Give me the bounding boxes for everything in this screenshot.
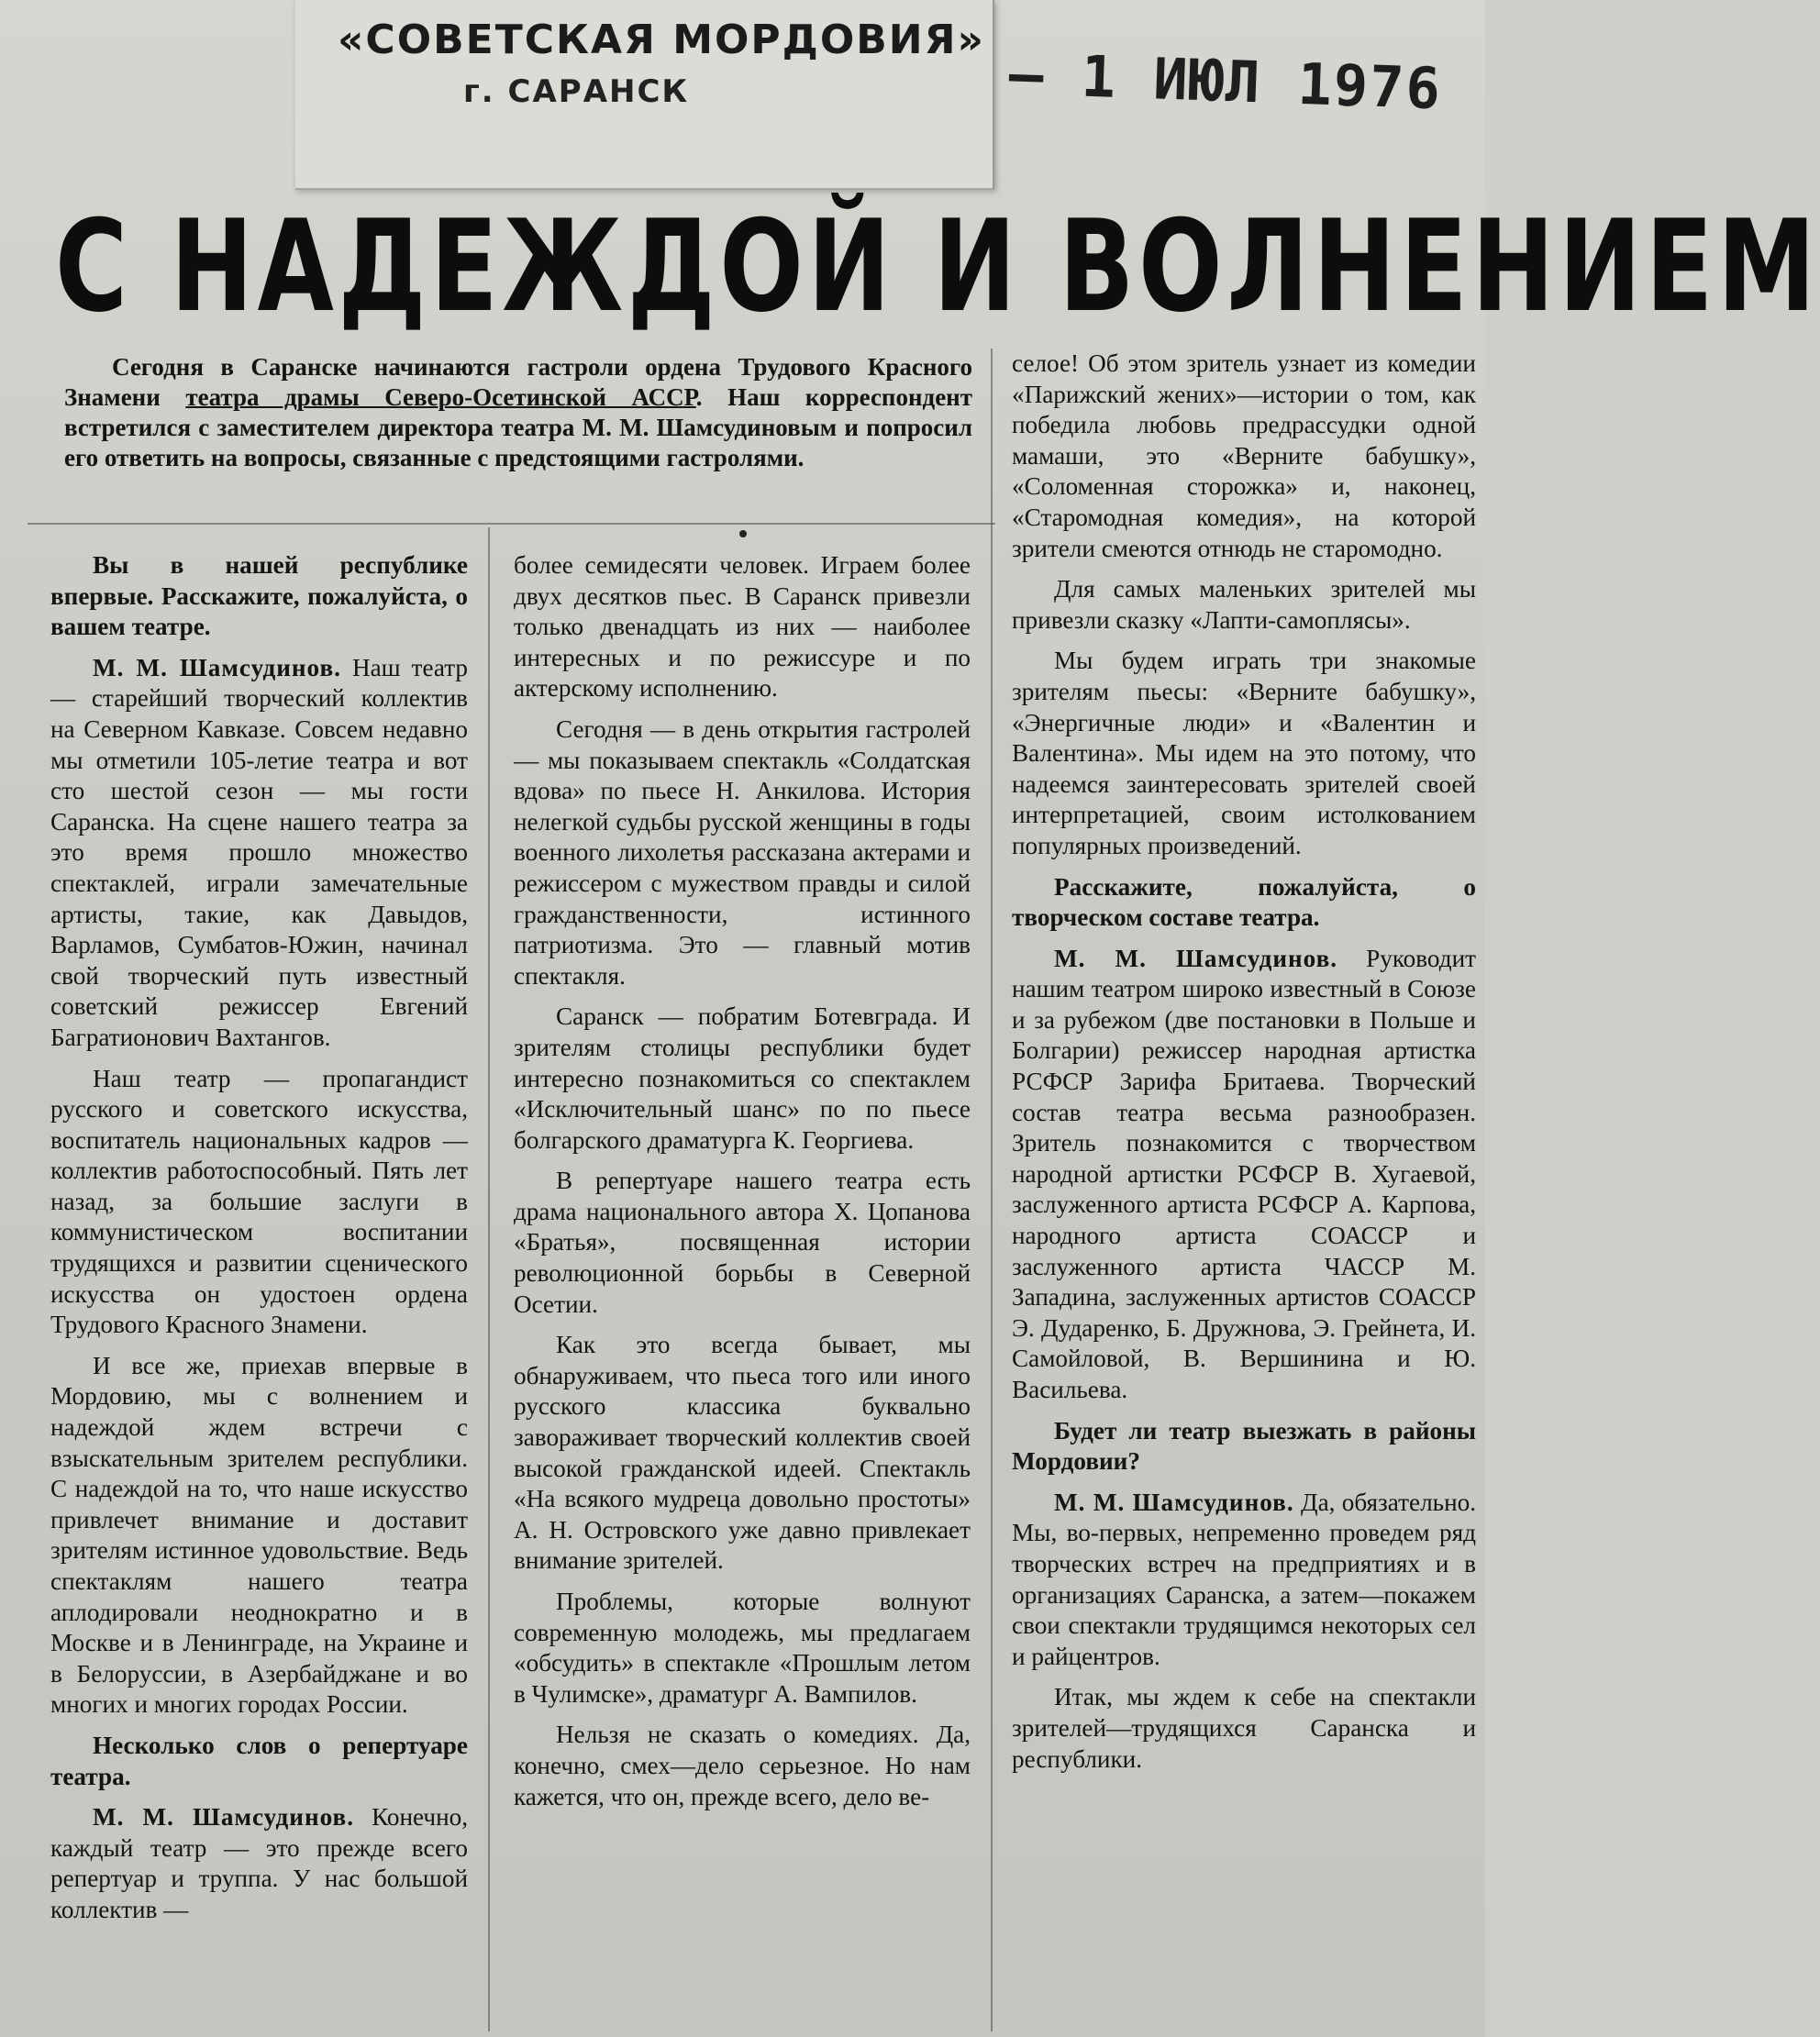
speaker-name: М. М. Шамсудинов.	[1054, 1488, 1294, 1516]
paragraph: Мы будем играть три знакомые зрителям пьесы: «Верните бабушку», «Энергичные люди» и «Валентин и Валентина». Мы идем на это потому, что надеемся заинтересовать зрителей своей интерпретацией, своим истолкованием популярных произведений.	[1012, 647, 1476, 859]
question: Будет ли театр выезжать в районы Мордовии?	[1012, 1416, 1476, 1476]
column-rule-1	[488, 527, 490, 2031]
question: Несколько слов о репертуаре театра.	[50, 1731, 468, 1790]
answer	[50, 653, 468, 1054]
column-3	[1012, 349, 1476, 1785]
article-headline: С НАДЕЖДОЙ И ВОЛНЕНИЕМ	[55, 193, 1820, 340]
speaker-name: М. М. Шамсудинов.	[1054, 944, 1338, 972]
paragraph: Саранск — побратим Ботевграда. И зрителям столицы республики будет интересно познакомиться со спектаклем «Исключительный шанс» по по пьесе болгарского драматурга К. Георгиева.	[514, 1002, 971, 1154]
question: Вы в нашей республике впервые. Расскажите, пожалуйста, о вашем театре.	[50, 551, 468, 641]
paragraph: Нельзя не сказать о комедиях. Да, конечно, смех—дело серьезное. Но нам кажется, что он, прежде всего, дело ве-	[514, 1721, 971, 1810]
paragraph: Как это всегда бывает, мы обнаруживаем, что пьеса того или иного русского классика буквально завораживает творческий коллектив своей высокой гражданской идеей. Спектакль «На всякого мудреца довольно простоты» А. Н. Островского уже давно привлекает внимание зрителей.	[514, 1331, 971, 1575]
answer	[1012, 944, 1476, 1406]
lead-part-2: . Наш корреспондент встретился с заместителем директора театра М. М. Шамсудиновым и попросил его ответить на вопросы, связанные с предстоящими гастролями.	[64, 383, 973, 471]
answer-text: Наш театр — старейший творческий коллектив на Северном Кавказе. Совсем недавно мы отметили 105-летие театра и вот сто шестой сезон — мы гости Саранска. На сцене нашего театра за это время прошло множество спектаклей, играли замечательные артисты, такие, как Давыдов, Варламов, Сумбатов-Южин, начинал свой творческий путь известный советский режиссер Евгений Багратионович Вахтангов.	[50, 653, 469, 1051]
newspaper-city: г. САРАНСК	[463, 73, 690, 110]
answer	[50, 1802, 468, 1925]
section-divider	[28, 523, 995, 525]
speaker-name: М. М. Шамсудинов.	[93, 1803, 355, 1832]
question: Расскажите, пожалуйста, о творческом составе театра.	[1012, 872, 1476, 932]
lead-part-1: Сегодня в Саранске начинаются гастроли ордена Трудового Красного Знамени	[64, 353, 972, 411]
column-rule-2	[991, 349, 993, 2031]
paragraph: селое! Об этом зритель узнает из комедии «Парижский жених»—истории о том, как победила любовь предрассудки одной мамаши, это «Верните бабушку», «Соломенная сторожка» и, наконец, «Старомодная комедия», на которой зрители смеются отнюдь не старомодно.	[1012, 349, 1476, 562]
paragraph: Наш театр — пропагандист русского и советского искусства, воспитатель национальных кадров — коллектив работоспособный. Пять лет назад, за большие заслуги в коммунистическом воспитании трудящихся и развитии сценического искусства он удостоен ордена Трудового Красного Знамени.	[50, 1064, 468, 1339]
column-2	[514, 550, 971, 1822]
lead-underlined: театра драмы Северо-Осетинской АССР	[185, 383, 696, 411]
speaker-name: М. М. Шамсудинов.	[93, 653, 341, 681]
answer-text: Конечно, каждый театр — это прежде всего репертуар и труппа. У нас большой коллектив —	[50, 1803, 469, 1923]
answer-text: Руководит нашим театром широко известный в Союзе и за рубежом (две постановки в Польше и Болгарии) режиссер народная артистка РСФСР Зарифа Бритаева. Творческий состав театра весьма разнообразен. Зритель познакомится с творчеством народной артистки РСФСР В. Хугаевой, заслуженного артиста РСФСР А. Карпова, народного артиста СОАССР и заслуженного артиста ЧАССР М. Западина, заслуженных артистов СОАССР Э. Дударенко, Б. Дружнова, Э. Грейнета, И. Самойловой, В. Вершинина и Ю. Васильева.	[1012, 944, 1477, 1403]
article-lead	[64, 352, 972, 473]
date-stamp: – 1 ИЮЛ 1976	[1007, 39, 1444, 123]
ornament-dot	[739, 530, 747, 537]
newspaper-name: «СОВЕТСКАЯ МОРДОВИЯ»	[338, 17, 985, 63]
paragraph: И все же, приехав впервые в Мордовию, мы с волнением и надеждой ждем встречи с взыскательным зрителем республики. С надеждой на то, что наше искусство привлечет внимание и доставит зрителям истинное удовольствие. Ведь спектаклям нашего театра аплодировали неоднократно и в Москве и в Ленинграде, на Украине и в Белоруссии, в Азербайджане и во многих и многих городах России.	[50, 1351, 468, 1719]
paragraph: В репертуаре нашего театра есть драма национального автора Х. Цопанова «Братья», посвященная истории революционной борьбы в Северной Осетии.	[514, 1167, 971, 1318]
paragraph: Сегодня — в день открытия гастролей — мы показываем спектакль «Солдатская вдова» по пьесе Н. Анкилова. История нелегкой судьбы русской женщины в годы военного лихолетья рассказана актерами и режиссером с мужеством правды и силой гражданственности, истинного патриотизма. Это — главный мотив спектакля.	[514, 714, 971, 990]
column-1	[50, 550, 468, 1936]
paragraph: Проблемы, которые волнуют современную молодежь, мы предлагаем «обсудить» в спектакле «Прошлым летом в Чулимске», драматург А. Вампилов.	[514, 1588, 971, 1708]
answer	[1012, 1488, 1476, 1673]
answer-text: Да, обязательно. Мы, во-первых, непременно проведем ряд творческих встреч на предприятиях и в организациях Саранска, а затем—покажем свои спектакли трудящимся некоторых сел и райцентров.	[1012, 1488, 1477, 1670]
paragraph: более семидесяти человек. Играем более двух десятков пьес. В Саранск привезли только двенадцать из них — наиболее интересных и по режиссуре и по актерскому исполнению.	[514, 551, 971, 703]
paragraph: Для самых маленьких зрителей мы привезли сказку «Лапти-самоплясы».	[1012, 575, 1476, 634]
paragraph: Итак, мы ждем к себе на спектакли зрителей—трудящихся Саранска и республики.	[1012, 1683, 1476, 1773]
